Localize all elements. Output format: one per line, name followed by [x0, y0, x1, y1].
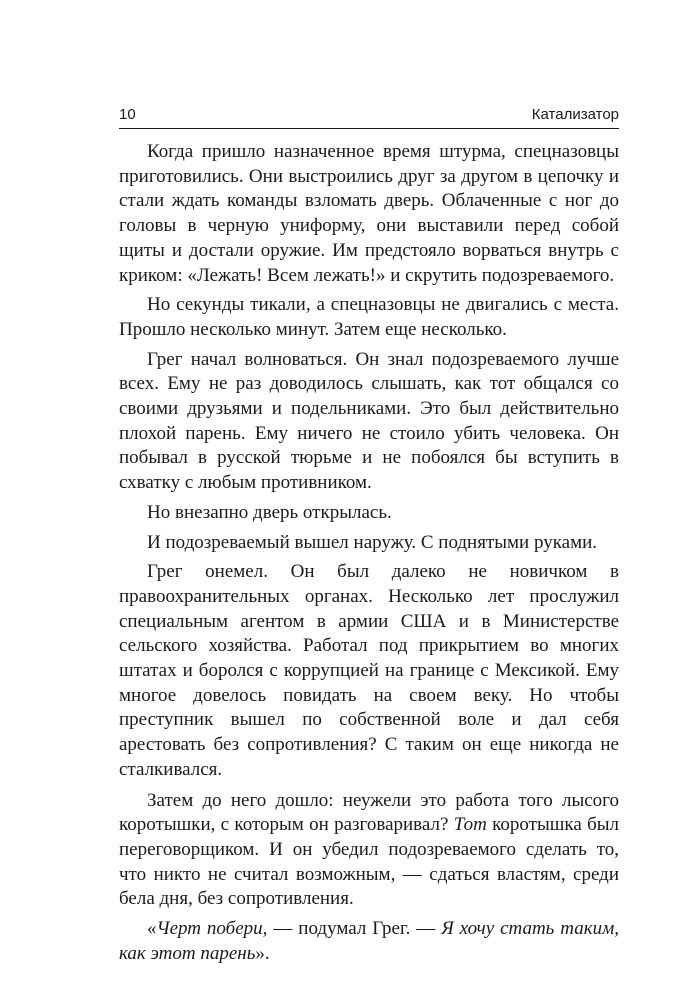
paragraph: [119, 789, 619, 913]
paragraph: Грег онемел. Он был далеко не новичком в правоохранительных органах. Несколько лет прослужил специальным агентом в армии США и в Министерстве сельского хозяйства. Работал под прикрытием во многих штатах и боролся с коррупцией на границе с Мексикой. Ему многое довелось повидать на своем веку. Но чтобы преступник вышел по собственной воле и дал себя арестовать без сопротивления? С таким он еще никогда не сталкивался.: [119, 561, 619, 780]
paragraph: Но секунды тикали, а спецназовцы не двигались с места. Прошло несколько минут. Затем еще несколько.: [119, 294, 619, 340]
running-header: [119, 104, 619, 126]
page-number: 10: [119, 106, 136, 123]
header-divider: [119, 128, 619, 129]
italic-text: Тот: [453, 814, 487, 836]
text-run: ».: [255, 942, 270, 964]
text-run: Затем до него дошло: неужели это работа того лысого коротышки, с которым он разговаривал?: [119, 789, 619, 836]
italic-text: Черт побери: [156, 918, 263, 940]
text-run: коротышка был переговорщиком. И он убедил подозреваемого сделать то, что никто не считал возможным, — сдаться властям, среди бела дня, без сопротивления.: [119, 814, 619, 910]
paragraph: Когда пришло назначенное время штурма, спецназовцы приготовились. Они выстроились друг за другом в цепочку и стали ждать команды взломать дверь. Облаченные с ног до головы в черную униформу, они выставили перед собой щиты и достали оружие. Им предстояло ворваться внутрь с криком: «Лежать! Всем лежать!» и скрутить подозреваемого.: [119, 141, 619, 286]
paragraph: Грег начал волноваться. Он знал подозреваемого лучше всех. Ему не раз доводилось слышать, как тот общался со своими друзьями и подельниками. Это был действительно плохой парень. Ему ничего не стоило убить человека. Он побывал в русской тюрьме и не побоялся бы вступить в схватку с любым противником.: [119, 348, 619, 494]
paragraph: И подозреваемый вышел наружу. С поднятыми руками.: [147, 531, 598, 553]
body-text: [119, 140, 619, 972]
italic-text: Я хочу стать таким, как этот парень: [119, 918, 619, 964]
paragraph: Но внезапно дверь открылась.: [147, 501, 392, 523]
text-run: «: [147, 918, 157, 940]
text-run: , — подумал Грег. —: [262, 918, 442, 940]
paragraph: [119, 917, 619, 966]
running-title: Катализатор: [531, 106, 619, 123]
